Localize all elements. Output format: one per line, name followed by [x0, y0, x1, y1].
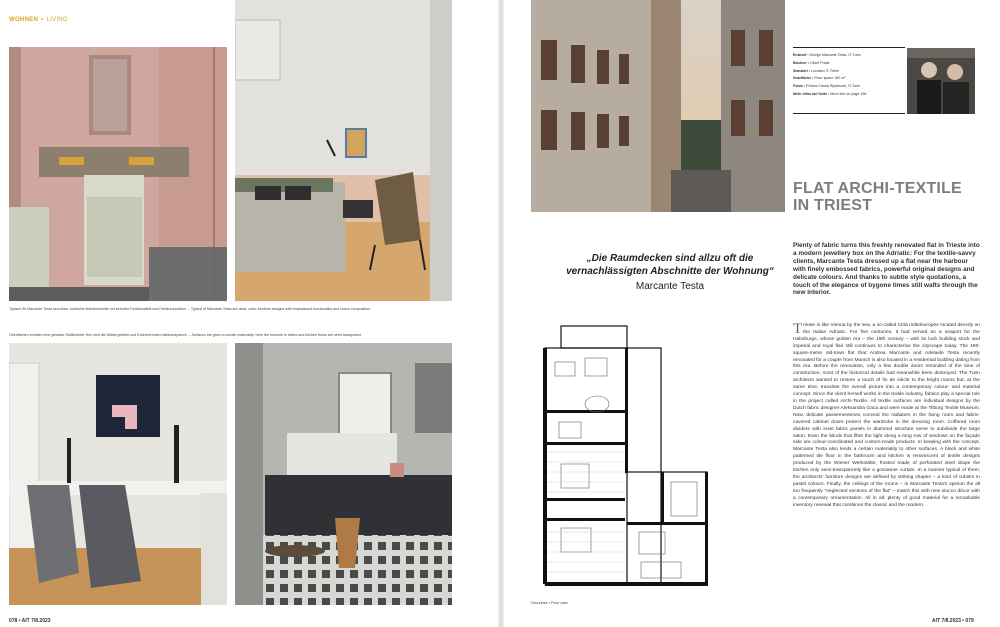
photo-architects-portrait	[907, 48, 975, 114]
floor-plan	[531, 322, 711, 598]
photo-living-room	[9, 343, 227, 605]
info-row: Entwurf • Design Marcante Testa, IT-Turin	[793, 53, 861, 57]
drop-cap: T	[793, 321, 803, 337]
info-row: Standort • Location IT-Triest	[793, 68, 839, 73]
floor-plan-caption: Grundriss • Floor plan	[531, 601, 568, 605]
body-text	[793, 323, 980, 509]
photo-bathroom	[9, 47, 227, 301]
section-kicker	[9, 17, 68, 23]
caption-top: Typisch für Marcante Testa sind klare, kubische Möbelentwürfe mit betonter Funktionalität und Farbkomposition. – Typical of Marcante Testa are clear, cubic furniture designs with emphasised functionality and colour composition.	[9, 307, 371, 311]
kicker-separator: •	[41, 17, 44, 23]
body-copy: rieste is like Vienna by the sea, a so-called Città mitteleuropee located directly on the Italian Adriatic. For five centuries, it had served as a seaport for the Habsburgs, whose golden era – the 19th century – with its lush building stock and imperial and royal flair still continues to characterise the cityscape today. The 180-square-metre old-town flat that Andrea Marcante and Adelaide Testa recently renovated for a couple from Munich is also located in a residential building dating from this era. Before the renovation, only a few double doors reminded of the time of construction; most of the historical details had meanwhile been destroyed. The Turin architects wanted to restore a touch of fin de siècle to the bright rooms but, at the same time, translate the overall picture into a contemporary colour- and material concept. Since the client herself works in the textile industry, fabrics play a special role in the project called Archi-Textile. All textile surfaces are individual designs by the Dutch fabric designer Aleksandra Gaca and were made at the Tilburg Textile Museum. Now, delicate passementeries conceal the radiators in the living room and fabric-covered cabinet doors protect the wardrobe in the dressing room. Coffered room dividers with inset fabric panels in diamond structure serve to subdivide the large salon. Even the blinds that filter the light along a long row of windows on the façade side are colour-coordinated and custom-made products. In keeping with the concept, Marcante Testa also lends a certain materiality to other surfaces. A black and white patterned tile floor in the bathroom and kitchen is reminiscent of textile designs produced by the Wiener Werkstätte, frosted made of perforated steel drape the kitchen only semi-transparently like a gossamer curtain. In a manner typical of them, the architects' furniture designs are defined by striking shapes – a kind of cubism in pastel colours. Finally, the ceilings of the rooms – in Marcante Testa's opinion the all too frequently "neglected sections of the flat" – match this with new stucco décor with a contemporary ornamentation. All in all: plenty of good material for a remarkable inventory renewal that combines the classic and the modern.	[793, 323, 980, 508]
photo-street-view	[531, 0, 785, 212]
info-row: Mehr Infos auf Seite • More info on page 158	[793, 91, 867, 96]
bedroom-illustration	[235, 0, 452, 301]
info-label: Nutzfläche	[793, 76, 812, 81]
living-illustration	[9, 343, 227, 605]
kicker-subsection: LIVING	[46, 17, 69, 23]
kicker-section: WOHNEN	[9, 17, 39, 23]
info-value: Client Privat	[810, 60, 830, 65]
info-label: Standort	[793, 68, 808, 73]
info-value: Location IT-Triest	[811, 68, 839, 73]
street-illustration	[531, 0, 785, 212]
folio-left: 078 • AIT 7/8.2023	[9, 618, 51, 624]
title-line-2: IN TRIEST	[793, 197, 873, 214]
bathroom-illustration	[9, 47, 227, 301]
pull-quote: „Die Raumdecken sind allzu oft die vernachlässigten Abschnitte der Wohnung“	[566, 253, 774, 277]
info-row: Bauherr • Client Privat	[793, 60, 830, 65]
portrait-illustration	[907, 48, 975, 114]
info-value: More info on page 158	[830, 91, 867, 96]
spread-gutter	[498, 0, 504, 627]
pull-quote-author: Marcante Testa	[635, 281, 705, 292]
info-label: Fotos	[793, 84, 803, 89]
info-label: Bauherr	[793, 60, 807, 65]
article-title	[793, 180, 983, 214]
caption-bottom: Oberflächen erhalten eine gewisse Stofflichkeit: Hier sind die Möbel gefaltet und Küchenfronten halbtransparent. – Surfaces are given a certain materiality: here the furniture is folded and kitchen fronts are semi-transparent.	[9, 333, 362, 337]
project-info-box	[793, 47, 905, 114]
photo-bedroom	[235, 0, 452, 301]
info-row: Fotos • Photos Carola Ripamonti, IT-Turin	[793, 84, 861, 89]
info-value: Design Marcante Testa, IT-Turin	[809, 53, 861, 57]
info-label: Entwurf	[793, 53, 807, 57]
folio-right: AIT 7/8.2023 • 079	[932, 618, 974, 624]
kitchen-illustration	[235, 343, 452, 605]
info-value: Photos Carola Ripamonti, IT-Turin	[806, 84, 861, 89]
lead-paragraph: Plenty of fabric turns this freshly renovated flat in Trieste into a modern jewellery box on the Adriatic: For the textile-savvy clients, Marcante Testa dressed up a flat near the harbour with finely embossed fabrics, powerful original designs and delicate colours. And thanks to subtle style quotations, a touch of the elegance of bygone times still wafts through the new interior.	[793, 242, 980, 297]
title-line-1: FLAT ARCHI-TEXTILE	[793, 180, 962, 197]
photo-kitchen	[235, 343, 452, 605]
info-value: Floor space 180 m²	[814, 76, 846, 81]
floor-plan-drawing	[531, 322, 711, 598]
info-row: Nutzfläche • Floor space 180 m²	[793, 76, 846, 81]
info-label: Mehr Infos auf Seite	[793, 91, 828, 96]
